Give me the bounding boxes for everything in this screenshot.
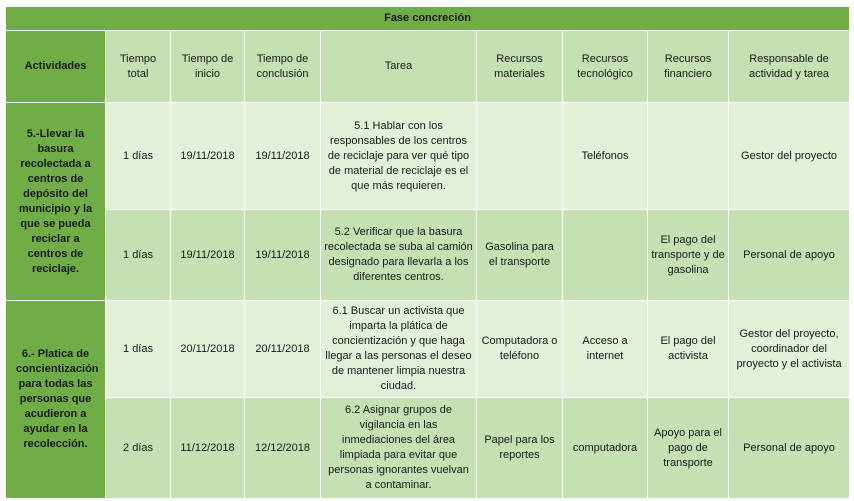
tiempo-total-cell: 2 días <box>106 398 171 499</box>
recursos-financiero-cell: El pago del activista <box>648 301 729 398</box>
tiempo-inicio-cell: 19/11/2018 <box>171 210 245 301</box>
header-tiempo-inicio: Tiempo de inicio <box>171 31 245 103</box>
table-row <box>6 301 850 398</box>
table-title: Fase concreción <box>6 7 850 31</box>
recursos-tecnologico-cell <box>563 210 648 301</box>
header-recursos-materiales: Recursos materiales <box>477 31 563 103</box>
tiempo-conclusion-cell: 19/11/2018 <box>245 103 321 210</box>
recursos-materiales-cell: Papel para los reportes <box>477 398 563 499</box>
tarea-cell: 6.2 Asignar grupos de vigilancia en las inmediaciones del área limpiada para evitar que personas ignorantes vuelvan a contaminar. <box>321 398 477 499</box>
responsable-cell: Gestor del proyecto <box>729 103 850 210</box>
tiempo-total-cell: 1 días <box>106 103 171 210</box>
responsable-cell: Gestor del proyecto, coordinador del proyecto y el activista <box>729 301 850 398</box>
activity-name: 6.- Platica de concientización para todas las personas que acudieron a ayudar en la recolección. <box>6 301 106 499</box>
header-tiempo-total: Tiempo total <box>106 31 171 103</box>
tiempo-total-cell: 1 días <box>106 210 171 301</box>
tiempo-inicio-cell: 19/11/2018 <box>171 103 245 210</box>
recursos-financiero-cell: Apoyo para el pago de transporte <box>648 398 729 499</box>
tarea-cell: 5.2 Verificar que la basura recolectada se suba al camión designado para llevarla a los diferentes centros. <box>321 210 477 301</box>
recursos-materiales-cell <box>477 103 563 210</box>
table-row <box>6 210 850 301</box>
tiempo-conclusion-cell: 20/11/2018 <box>245 301 321 398</box>
recursos-financiero-cell: El pago del transporte y de gasolina <box>648 210 729 301</box>
tiempo-conclusion-cell: 19/11/2018 <box>245 210 321 301</box>
tiempo-inicio-cell: 11/12/2018 <box>171 398 245 499</box>
recursos-tecnologico-cell: Acceso a internet <box>563 301 648 398</box>
header-recursos-tecnologico: Recursos tecnológico <box>563 31 648 103</box>
concretion-phase-table <box>5 6 850 499</box>
recursos-tecnologico-cell: computadora <box>563 398 648 499</box>
recursos-financiero-cell <box>648 103 729 210</box>
header-actividades: Actividades <box>6 31 106 103</box>
tiempo-total-cell: 1 días <box>106 301 171 398</box>
header-responsable: Responsable de actividad y tarea <box>729 31 850 103</box>
table-row <box>6 103 850 210</box>
header-tiempo-conclusion: Tiempo de conclusión <box>245 31 321 103</box>
tiempo-inicio-cell: 20/11/2018 <box>171 301 245 398</box>
tarea-cell: 5.1 Hablar con los responsables de los centros de reciclaje para ver qué tipo de material de reciclaje es el que más requieren. <box>321 103 477 210</box>
recursos-tecnologico-cell: Teléfonos <box>563 103 648 210</box>
tarea-cell: 6.1 Buscar un activista que imparta la plática de concientización y que haga llegar a las personas el deseo de mantener limpia nuestra ciudad. <box>321 301 477 398</box>
tiempo-conclusion-cell: 12/12/2018 <box>245 398 321 499</box>
responsable-cell: Personal de apoyo <box>729 398 850 499</box>
header-recursos-financiero: Recursos financiero <box>648 31 729 103</box>
header-tarea: Tarea <box>321 31 477 103</box>
table-row <box>6 398 850 499</box>
recursos-materiales-cell: Computadora o teléfono <box>477 301 563 398</box>
header-row <box>6 31 850 103</box>
responsable-cell: Personal de apoyo <box>729 210 850 301</box>
recursos-materiales-cell: Gasolina para el transporte <box>477 210 563 301</box>
activity-name: 5.-Llevar la basura recolectada a centros de depósito del municipio y la que se pueda reciclar a centros de reciclaje. <box>6 103 106 301</box>
